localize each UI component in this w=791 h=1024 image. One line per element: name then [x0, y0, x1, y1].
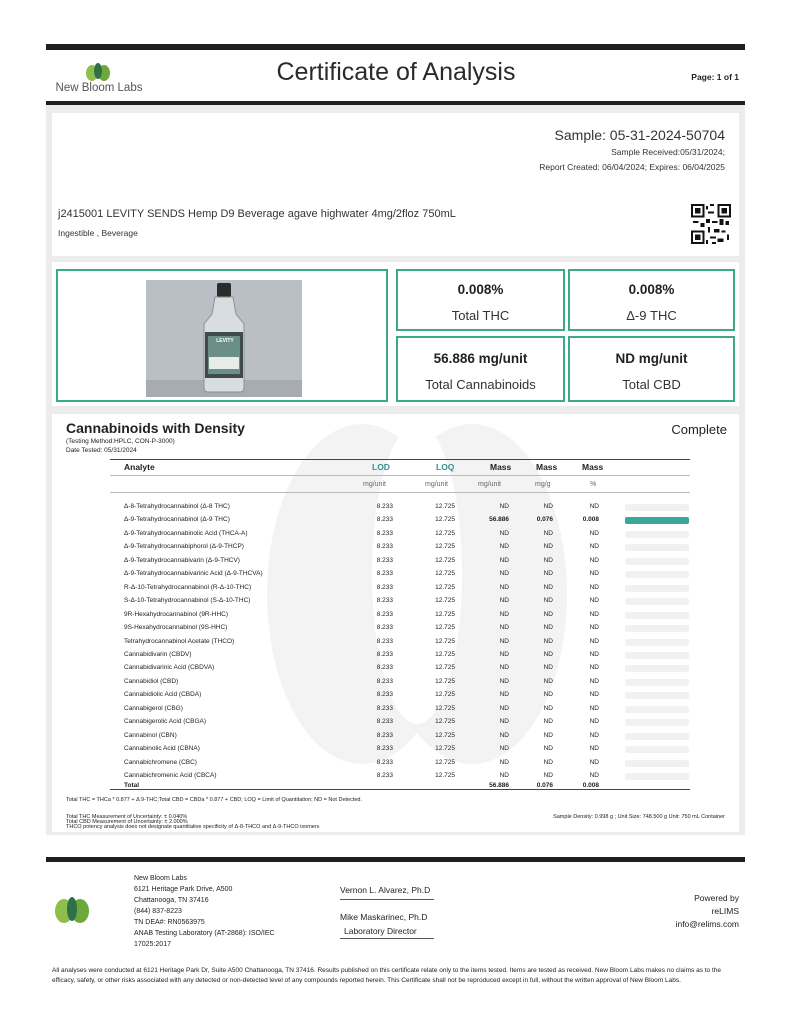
- cell-loq: 12.725: [435, 731, 455, 739]
- unit-mass-g: mg/g: [535, 481, 551, 488]
- disclaimer: All analyses were conducted at 6121 Heritage Park Dr, Suite A500 Chattanooga, TN 37416. Results published on this certificate relate only to the items tested. Items are tested as received. New Bloom Labs makes no claims as to the efficacy, safety, or other risks associated with any detected or non-detected level of any compounds reported herein. This Certificate shall not be reproduced except in full, without the written approval of New Bloom Labs.: [52, 967, 722, 984]
- table-row: [52, 757, 739, 770]
- summary-card-total-cbd: [568, 336, 735, 402]
- cell-loq: 12.725: [435, 664, 455, 672]
- cell-mass-unit: ND: [499, 677, 509, 685]
- level-bar-fill: [625, 517, 689, 524]
- analyte-name: Cannabidiolic Acid (CBDA): [124, 691, 202, 699]
- col-header-mass-unit: Mass: [490, 462, 512, 472]
- signer-2: Mike Maskarinec, Ph.D: [340, 912, 428, 922]
- sample-id: Sample: 05-31-2024-50704: [554, 127, 725, 143]
- cell-pct: ND: [589, 570, 599, 578]
- cell-lod: 8.233: [376, 516, 393, 524]
- cell-mass-g: ND: [543, 758, 553, 766]
- cell-lod: 8.233: [376, 556, 393, 564]
- level-bar: [625, 639, 689, 646]
- col-header-loq: LOQ: [436, 462, 455, 472]
- cell-mass-unit: ND: [499, 543, 509, 551]
- cell-mass-g: ND: [543, 583, 553, 591]
- table-row: [52, 595, 739, 608]
- table-row: [52, 568, 739, 581]
- cell-pct: ND: [589, 637, 599, 645]
- cell-mass-unit: ND: [499, 704, 509, 712]
- total-pct: 0.008: [582, 782, 599, 790]
- top-rule: [46, 44, 745, 50]
- table-row: [52, 555, 739, 568]
- cell-mass-g: ND: [543, 637, 553, 645]
- cell-loq: 12.725: [435, 583, 455, 591]
- level-bar: [625, 598, 689, 605]
- signer-1: Vernon L. Alvarez, Ph.D: [340, 885, 431, 895]
- cell-lod: 8.233: [376, 650, 393, 658]
- col-header-analyte: Analyte: [124, 462, 155, 472]
- cell-mass-unit: ND: [499, 650, 509, 658]
- analyte-name: Tetrahydrocannabinol Acetate (THCO): [124, 637, 235, 645]
- testing-method: (Testing Method:HPLC, CON-P-3000): [66, 438, 175, 445]
- cell-mass-g: ND: [543, 503, 553, 510]
- level-bar: [625, 692, 689, 699]
- powered-by-block: [676, 892, 739, 931]
- total-cbd-value: ND mg/unit: [615, 351, 688, 366]
- level-bar: [625, 665, 689, 672]
- sample-density: Sample Density: 0.998 g ; Unit Size: 748.500 g Unit: 750 mL Container: [553, 814, 725, 820]
- total-cbd-label: Total CBD: [622, 377, 681, 392]
- total-mass-g: 0.076: [536, 782, 553, 790]
- table-top-rule: [110, 459, 690, 460]
- level-bar: [625, 706, 689, 713]
- total-label: Total: [124, 782, 140, 790]
- lab-info-line: Chattanooga, TN 37416: [134, 897, 209, 904]
- table-row: [52, 743, 739, 756]
- cell-mass-unit: ND: [499, 597, 509, 605]
- cell-pct: ND: [589, 704, 599, 712]
- product-name: j2415001 LEVITY SENDS Hemp D9 Beverage agave highwater 4mg/2floz 750mL: [58, 208, 456, 220]
- signature-line: [340, 938, 434, 939]
- cell-pct: ND: [589, 556, 599, 564]
- analyte-name: Δ-9-Tetrahydrocannabiphorol (Δ-9-THCP): [124, 543, 244, 551]
- cell-mass-unit: ND: [499, 624, 509, 632]
- cell-loq: 12.725: [435, 677, 455, 685]
- cell-pct: ND: [589, 745, 599, 753]
- level-bar: [625, 531, 689, 538]
- cell-mass-g: ND: [543, 677, 553, 685]
- formula-note: Total THC = THCa * 0.877 + Δ 9-THC;Total CBD = CBDa * 0.877 + CBD; LOQ = Limit of Quantitation; ND = Not Detected.: [66, 797, 363, 803]
- level-bar: [625, 612, 689, 619]
- cell-mass-unit: ND: [499, 503, 509, 510]
- photo-label: LEVITY: [216, 338, 234, 344]
- cell-mass-unit: ND: [499, 610, 509, 618]
- lab-info-line: TN DEA#: RN0563975: [134, 919, 205, 926]
- cell-loq: 12.725: [435, 704, 455, 712]
- table-row: [52, 676, 739, 689]
- cell-lod: 8.233: [376, 543, 393, 551]
- cell-mass-unit: ND: [499, 745, 509, 753]
- cell-lod: 8.233: [376, 664, 393, 672]
- table-row: [52, 582, 739, 595]
- level-bar: [625, 719, 689, 726]
- cell-loq: 12.725: [435, 503, 455, 510]
- col-header-lod: LOD: [372, 462, 390, 472]
- analyte-name: Δ-9-Tetrahydrocannabivarin (Δ-9-THCV): [124, 556, 240, 564]
- cell-mass-unit: ND: [499, 637, 509, 645]
- level-bar: [625, 746, 689, 753]
- analyte-name: Cannabinol (CBN): [124, 731, 177, 739]
- cell-loq: 12.725: [435, 718, 455, 726]
- cell-pct: ND: [589, 758, 599, 766]
- analyte-name: Cannabigerolic Acid (CBGA): [124, 718, 207, 726]
- level-bar: [625, 517, 689, 524]
- cell-mass-g: ND: [543, 543, 553, 551]
- cell-mass-unit: ND: [499, 556, 509, 564]
- summary-card-d9-thc: [568, 269, 735, 331]
- lab-info-line: ANAB Testing Laboratory (AT-2868): ISO/IEC: [134, 930, 275, 937]
- sample-info-panel: [52, 113, 739, 198]
- table-row: [52, 703, 739, 716]
- cell-loq: 12.725: [435, 650, 455, 658]
- table-row: [52, 514, 739, 527]
- analyte-name: 9R-Hexahydrocannabinol (9R-HHC): [124, 610, 229, 618]
- leaf-logo-icon: [52, 895, 92, 925]
- cell-mass-g: ND: [543, 745, 553, 753]
- analyte-name: Cannabinolic Acid (CBNA): [124, 745, 200, 753]
- analyte-name: R-Δ-10-Tetrahydrocannabinol (R-Δ-10-THC): [124, 583, 252, 591]
- cell-pct: ND: [589, 583, 599, 591]
- sample-received: Sample Received:05/31/2024;: [611, 147, 725, 157]
- cell-lod: 8.233: [376, 637, 393, 645]
- analyte-name: Δ-9-Tetrahydrocannabinol (Δ-9 THC): [124, 516, 230, 524]
- cell-mass-g: ND: [543, 704, 553, 712]
- lab-info-line: New Bloom Labs: [134, 875, 187, 882]
- cell-mass-unit: ND: [499, 691, 509, 699]
- product-type: Ingestible , Beverage: [58, 228, 138, 238]
- cell-mass-g: ND: [543, 718, 553, 726]
- cell-mass-g: ND: [543, 691, 553, 699]
- cell-pct: ND: [589, 503, 599, 510]
- cell-lod: 8.233: [376, 691, 393, 699]
- d9-thc-label: Δ-9 THC: [626, 308, 677, 323]
- cell-lod: 8.233: [376, 583, 393, 591]
- cell-pct: ND: [589, 543, 599, 551]
- cell-pct: ND: [589, 664, 599, 672]
- cell-pct: ND: [589, 677, 599, 685]
- unit-mass: mg/unit: [478, 481, 501, 488]
- cell-mass-g: ND: [543, 556, 553, 564]
- cell-mass-g: ND: [543, 610, 553, 618]
- cell-lod: 8.233: [376, 529, 393, 537]
- analyte-name: S-Δ-10-Tetrahydrocannabinol (S-Δ-10-THC): [124, 597, 251, 605]
- analyte-name: Cannabidiol (CBD): [124, 677, 179, 685]
- cell-mass-unit: ND: [499, 731, 509, 739]
- cell-loq: 12.725: [435, 610, 455, 618]
- table-row: [52, 730, 739, 743]
- table-row: [52, 622, 739, 635]
- leaf-logo-icon: [82, 60, 114, 82]
- analyte-name: Cannabidivarin (CBDV): [124, 650, 192, 658]
- level-bar: [625, 504, 689, 511]
- cell-mass-unit: ND: [499, 664, 509, 672]
- cell-mass-unit: ND: [499, 570, 509, 578]
- powered-by-email[interactable]: info@relims.com: [675, 919, 739, 929]
- cell-mass-g: ND: [543, 529, 553, 537]
- level-bar: [625, 571, 689, 578]
- cell-pct: ND: [589, 772, 599, 779]
- cell-pct: ND: [589, 650, 599, 658]
- cell-pct: ND: [589, 731, 599, 739]
- cell-lod: 8.233: [376, 624, 393, 632]
- lab-info-line: 6121 Heritage Park Drive, A500: [134, 886, 233, 893]
- cell-loq: 12.725: [435, 556, 455, 564]
- level-bar: [625, 652, 689, 659]
- lab-info-line: (844) 837-8223: [134, 908, 182, 915]
- cell-mass-unit: ND: [499, 583, 509, 591]
- level-bar: [625, 733, 689, 740]
- units-divider: [110, 492, 690, 493]
- cell-lod: 8.233: [376, 610, 393, 618]
- level-bar: [625, 558, 689, 565]
- report-frame: [46, 105, 745, 835]
- level-bar: [625, 773, 689, 780]
- cbd-uncertainty: Total CBD Measurement of Uncertainty: ± 2.000%: [66, 819, 188, 825]
- cell-loq: 12.725: [435, 745, 455, 753]
- section-title: Cannabinoids with Density: [66, 420, 245, 436]
- cell-lod: 8.233: [376, 597, 393, 605]
- cell-mass-g: ND: [543, 731, 553, 739]
- cell-mass-g: ND: [543, 772, 553, 779]
- unit-pct: %: [590, 481, 597, 488]
- cell-loq: 12.725: [435, 597, 455, 605]
- cell-loq: 12.725: [435, 543, 455, 551]
- status-badge: Complete: [671, 422, 727, 437]
- analyte-name: Cannabichromenic Acid (CBCA): [124, 772, 217, 779]
- analyte-name: Δ-9-Tetrahydrocannabivarinic Acid (Δ-9-THCVA): [124, 570, 263, 578]
- cell-loq: 12.725: [435, 624, 455, 632]
- unit-loq: mg/unit: [425, 481, 448, 488]
- table-row: [52, 689, 739, 702]
- cell-pct: ND: [589, 610, 599, 618]
- cell-pct: ND: [589, 691, 599, 699]
- cell-mass-g: ND: [543, 570, 553, 578]
- cell-pct: 0.008: [582, 516, 599, 524]
- cell-loq: 12.725: [435, 570, 455, 578]
- cell-lod: 8.233: [376, 677, 393, 685]
- table-row: [52, 541, 739, 554]
- summary-card-total-thc: [396, 269, 565, 331]
- lab-logo-text: New Bloom Labs: [55, 82, 143, 94]
- cell-pct: ND: [589, 529, 599, 537]
- analyte-name: Δ-8-Tetrahydrocannabinol (Δ-8 THC): [124, 503, 230, 510]
- cell-pct: ND: [589, 624, 599, 632]
- cell-lod: 8.233: [376, 704, 393, 712]
- cell-lod: 8.233: [376, 570, 393, 578]
- cell-loq: 12.725: [435, 529, 455, 537]
- level-bar: [625, 679, 689, 686]
- notes-area: [52, 795, 739, 832]
- total-cannabinoids-value: 56.886 mg/unit: [433, 351, 528, 366]
- lab-info-line: 17025:2017: [134, 941, 171, 948]
- cell-mass-unit: ND: [499, 758, 509, 766]
- powered-by-name: reLIMS: [711, 906, 739, 916]
- signer-2-title: Laboratory Director: [344, 926, 417, 936]
- table-row: [52, 501, 739, 514]
- level-bar: [625, 625, 689, 632]
- cell-lod: 8.233: [376, 718, 393, 726]
- cell-loq: 12.725: [435, 637, 455, 645]
- cell-lod: 8.233: [376, 731, 393, 739]
- analyte-name: 9S-Hexahydrocannabinol (9S-HHC): [124, 624, 228, 632]
- cell-mass-unit: 56.886: [489, 516, 509, 524]
- col-header-mass-pct: Mass: [582, 462, 604, 472]
- d9-thc-value: 0.008%: [628, 282, 675, 297]
- cell-mass-g: ND: [543, 624, 553, 632]
- cell-loq: 12.725: [435, 758, 455, 766]
- cell-lod: 8.233: [376, 745, 393, 753]
- unit-lod: mg/unit: [363, 481, 386, 488]
- page-number: Page: 1 of 1: [691, 72, 739, 82]
- qr-code-icon: [691, 204, 731, 244]
- header-divider: [110, 475, 690, 476]
- table-row: [52, 716, 739, 729]
- cell-mass-g: 0.076: [536, 516, 553, 524]
- cell-pct: ND: [589, 718, 599, 726]
- analyte-name: Cannabichromene (CBC): [124, 758, 197, 766]
- analyte-name: Cannabigerol (CBG): [124, 704, 183, 712]
- total-thc-value: 0.008%: [457, 282, 504, 297]
- cell-loq: 12.725: [435, 772, 455, 779]
- thco-note: THCO potency analysis does not designate quantitative specificity of Δ-8-THCO and Δ-9-THCO isomers: [66, 824, 320, 830]
- table-bottom-rule: [110, 789, 690, 790]
- analyte-name: Cannabidivarinic Acid (CBDVA): [124, 664, 215, 672]
- product-panel: [52, 198, 739, 256]
- level-bar: [625, 585, 689, 592]
- report-dates: Report Created: 06/04/2024; Expires: 06/04/2025: [539, 162, 725, 172]
- thc-uncertainty: Total THC Measurement of Uncertainty: ± 0.040%: [66, 814, 188, 820]
- footer-rule: [46, 857, 745, 862]
- table-row: [52, 609, 739, 622]
- cell-mass-unit: ND: [499, 529, 509, 537]
- cell-lod: 8.233: [376, 503, 393, 510]
- lab-address: [134, 873, 275, 950]
- cell-mass-g: ND: [543, 597, 553, 605]
- cell-lod: 8.233: [376, 758, 393, 766]
- total-thc-label: Total THC: [451, 308, 510, 323]
- col-header-mass-g: Mass: [536, 462, 558, 472]
- cell-mass-unit: ND: [499, 772, 509, 779]
- date-tested: Date Tested: 05/31/2024: [66, 447, 137, 454]
- table-total-row: [52, 780, 739, 793]
- cell-mass-g: ND: [543, 650, 553, 658]
- page-title: Certificate of Analysis: [276, 58, 516, 86]
- signature-line: [340, 899, 434, 900]
- analyte-name: Δ-9-Tetrahydrocannabinolic Acid (THCA-A): [124, 529, 248, 537]
- cell-pct: ND: [589, 597, 599, 605]
- cell-mass-unit: ND: [499, 718, 509, 726]
- table-row: [52, 636, 739, 649]
- cell-loq: 12.725: [435, 516, 455, 524]
- level-bar: [625, 760, 689, 767]
- table-row: [52, 649, 739, 662]
- lab-logo: [54, 60, 144, 96]
- powered-by-label: Powered by: [694, 893, 739, 903]
- table-row: [52, 528, 739, 541]
- total-mass-unit: 56.886: [489, 782, 509, 790]
- table-row: [52, 662, 739, 675]
- cell-loq: 12.725: [435, 691, 455, 699]
- cell-lod: 8.233: [376, 772, 393, 779]
- cell-mass-g: ND: [543, 664, 553, 672]
- total-cannabinoids-label: Total Cannabinoids: [425, 377, 536, 392]
- level-bar: [625, 544, 689, 551]
- cannabinoids-panel: [52, 414, 739, 832]
